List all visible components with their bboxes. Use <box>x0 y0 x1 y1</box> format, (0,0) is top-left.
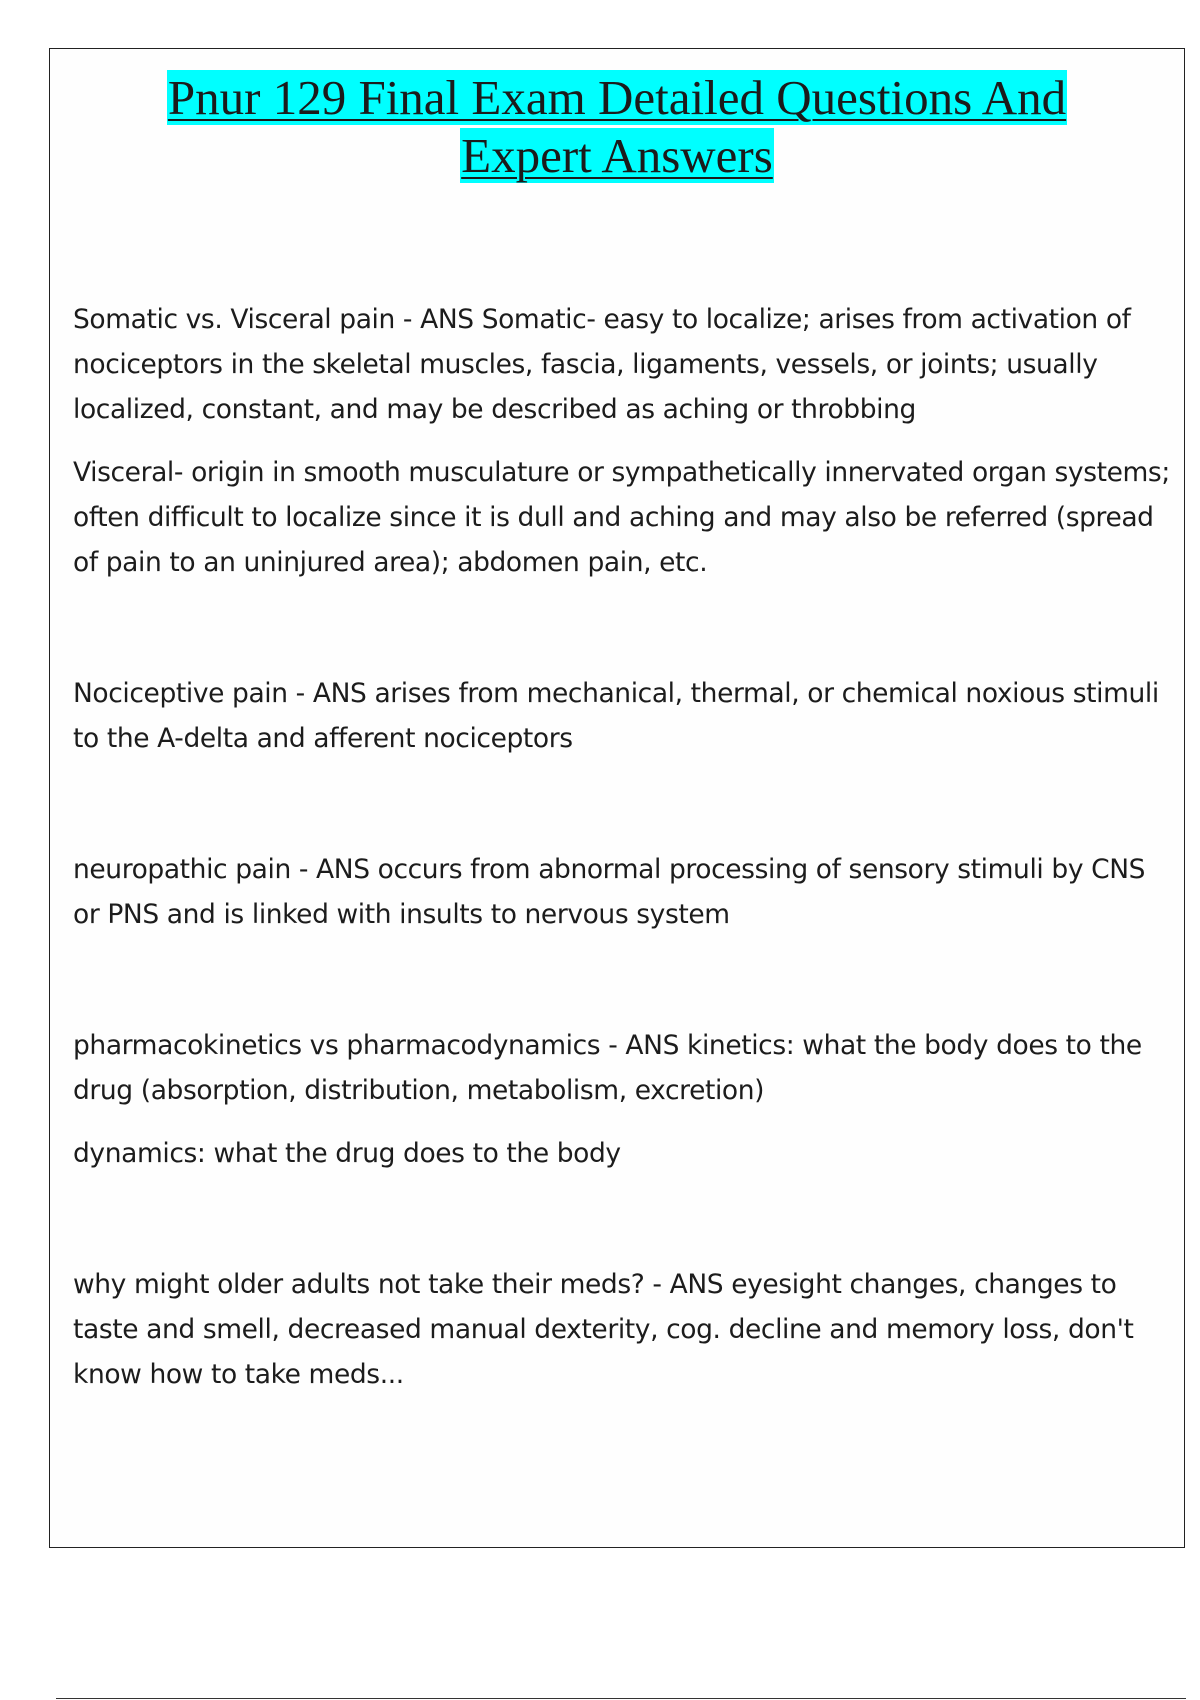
paragraph-neuropathic: neuropathic pain - ANS occurs from abnormal processing of sensory stimuli by CNS or PNS and is linked with insults to nervous system <box>73 854 1146 930</box>
paragraph-visceral: Visceral- origin in smooth musculature or sympathetically innervated organ systems; often difficult to localize since it is dull and aching and may also be referred (spread of pain to an uninjured area); abdomen pain, etc. <box>73 457 1170 578</box>
paragraph-somatic-visceral: Somatic vs. Visceral pain - ANS Somatic- easy to localize; arises from activation of nociceptors in the skeletal muscles, fascia, ligaments, vessels, or joints; usually localized, constant, and may be described as aching or throbbing <box>73 304 1131 425</box>
document-title <box>50 69 1184 185</box>
paragraph-pharmacodynamics: dynamics: what the drug does to the body <box>73 1138 621 1169</box>
document-page <box>49 48 1185 1548</box>
title-line-2: Expert Answers <box>461 128 773 183</box>
document-body <box>73 297 1173 1397</box>
paragraph-nociceptive: Nociceptive pain - ANS arises from mechanical, thermal, or chemical noxious stimuli to the A-delta and afferent nociceptors <box>73 678 1159 754</box>
footer-divider <box>56 1698 1186 1699</box>
paragraph-older-adults-meds: why might older adults not take their meds? - ANS eyesight changes, changes to taste and smell, decreased manual dexterity, cog. decline and memory loss, don't know how to take meds... <box>73 1269 1134 1390</box>
paragraph-pharmacokinetics: pharmacokinetics vs pharmacodynamics - ANS kinetics: what the body does to the drug (absorption, distribution, metabolism, excretion) <box>73 1030 1142 1106</box>
title-line-1: Pnur 129 Final Exam Detailed Questions And <box>167 70 1067 125</box>
